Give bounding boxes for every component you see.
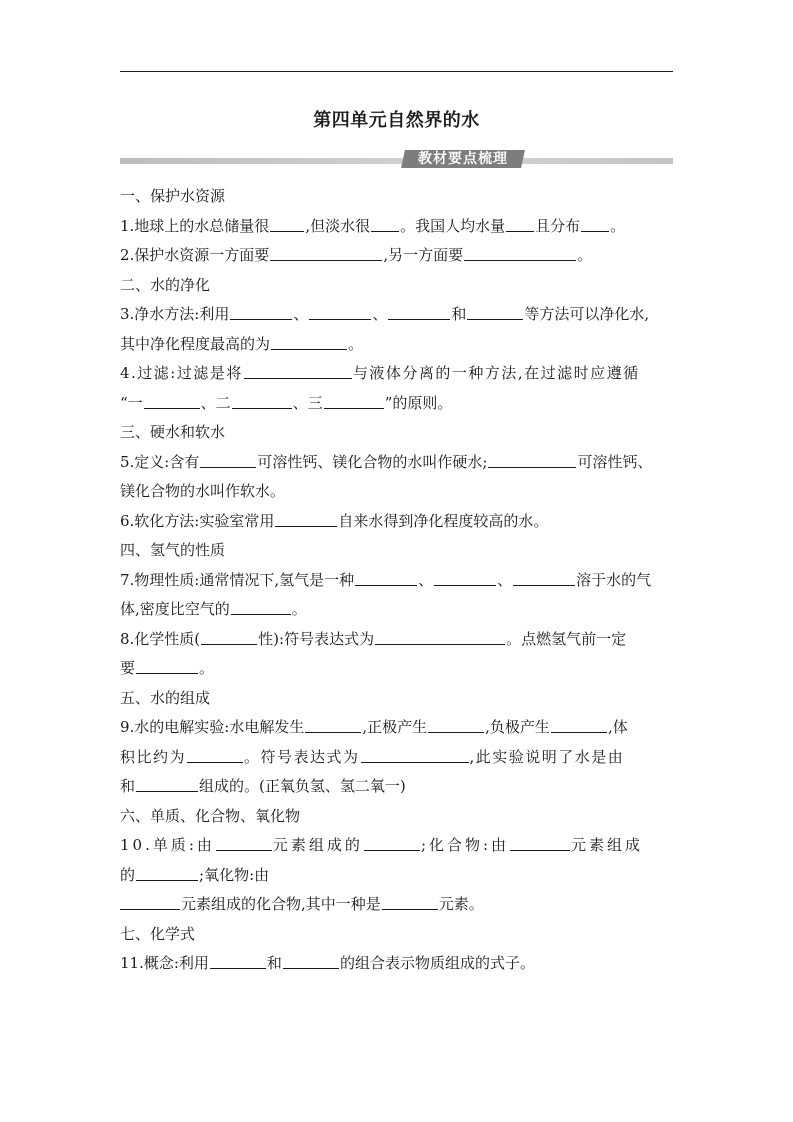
question-9-line-2 (120, 743, 673, 773)
q8-text-a: 8.化学性质( (120, 629, 201, 648)
q10-text-a: 10.单质:由 (120, 836, 215, 854)
q2-text-b: ,另一方面要 (383, 246, 464, 264)
question-4-line-2 (120, 389, 673, 419)
q7-blank-1[interactable] (355, 570, 417, 586)
q5-text-c: 可溶性钙、 (577, 452, 653, 471)
q11-text-b: 和 (266, 954, 282, 972)
q3-text-f: 其中净化程度最高的为 (120, 334, 271, 353)
q1-text-e: 。 (610, 216, 626, 235)
q9-text-e: 积比约为 (120, 747, 187, 766)
q4-text-b: 与液体分离的一种方法,在过滤时应遵循 (352, 364, 640, 382)
question-9-line-3 (120, 772, 673, 802)
q4-blank-3[interactable] (232, 393, 292, 409)
q9-blank-2[interactable] (428, 717, 484, 733)
q1-text-a: 1.地球上的水总储量很 (120, 216, 270, 235)
q9-text-g: ,此实验说明了水是由 (469, 747, 625, 766)
q10-text-d: 元素组成 (571, 836, 644, 854)
q4-text-d: 、二 (200, 393, 231, 412)
section-heading-7: 七、化学式 (120, 924, 196, 943)
section-heading-2: 二、水的净化 (120, 275, 211, 294)
section-heading-3: 三、硬水和软水 (120, 423, 226, 441)
question-8-line-1 (120, 625, 673, 655)
q10-blank-6[interactable] (382, 894, 438, 910)
q11-text-a: 11.概念:利用 (120, 954, 209, 972)
question-3-line-2 (120, 330, 673, 360)
question-7-line-1 (120, 566, 673, 596)
q10-text-b: 元素组成的 (272, 836, 363, 854)
q2-blank-2[interactable] (464, 245, 576, 261)
q7-blank-2[interactable] (434, 570, 496, 586)
q7-text-b: 、 (418, 570, 434, 589)
question-1 (120, 212, 673, 242)
q4-text-e: 、三 (292, 393, 323, 412)
q5-text-a: 5.定义:含有 (120, 452, 200, 471)
q3-blank-4[interactable] (467, 304, 523, 320)
q3-blank-2[interactable] (309, 304, 371, 320)
q8-blank-2[interactable] (375, 629, 505, 645)
question-5-line-1 (120, 448, 673, 478)
q2-text-a: 2.保护水资源一方面要 (120, 246, 270, 264)
q3-blank-3[interactable] (388, 304, 450, 320)
q3-text-b: 、 (293, 305, 309, 323)
q10-blank-3[interactable] (510, 835, 570, 851)
q4-text-a: 4.过滤:过滤是将 (120, 364, 243, 382)
q3-text-c: 、 (372, 305, 388, 323)
banner-tag (401, 150, 525, 168)
q5-blank-2[interactable] (488, 452, 576, 468)
q7-text-e: 体,密度比空气的 (120, 600, 230, 618)
q10-blank-5[interactable] (120, 894, 180, 910)
q9-blank-3[interactable] (551, 717, 607, 733)
question-7-line-2 (120, 595, 673, 625)
q8-text-c: 。点燃氢气前一定 (506, 629, 627, 648)
section-banner (120, 150, 673, 168)
q7-text-c: 、 (497, 570, 513, 589)
q10-blank-2[interactable] (364, 835, 420, 851)
question-3-line-1 (120, 300, 673, 330)
q1-blank-4[interactable] (581, 216, 609, 232)
q1-text-d: 且分布 (535, 216, 581, 235)
q11-blank-1[interactable] (210, 953, 266, 969)
question-10-line-2 (120, 861, 673, 891)
q4-text-c: “一 (120, 393, 143, 412)
q10-text-e: 的 (120, 865, 136, 884)
q3-text-e: 等方法可以净化水, (524, 305, 650, 323)
q7-blank-4[interactable] (231, 599, 291, 615)
q6-text-b: 自来水得到净化程度较高的水。 (338, 511, 549, 530)
section-heading-1: 一、保护水资源 (120, 187, 226, 205)
q9-blank-6[interactable] (136, 776, 198, 792)
q4-blank-1[interactable] (244, 363, 352, 379)
q3-blank-5[interactable] (271, 334, 347, 350)
question-8-line-2 (120, 654, 673, 684)
q10-text-h: 元素。 (438, 895, 484, 913)
q9-blank-4[interactable] (187, 747, 243, 763)
q1-text-c: 。我国人均水量 (400, 216, 506, 235)
q4-blank-4[interactable] (324, 393, 384, 409)
banner-label: 教材要点梳理 (418, 151, 508, 167)
q4-blank-2[interactable] (144, 393, 200, 409)
q9-text-a: 9.水的电解实验:水电解发生 (120, 718, 305, 736)
question-5-line-2: 镁化合物的水叫作软水。 (120, 482, 286, 500)
q10-text-g: 元素组成的化合物,其中一种是 (181, 895, 381, 913)
question-11 (120, 949, 673, 979)
q2-blank-1[interactable] (270, 245, 382, 261)
q9-text-i: 组成的。(正氧负氢、氢二氧一) (199, 777, 406, 795)
q10-blank-4[interactable] (136, 865, 198, 881)
q7-text-d: 溶于水的气 (576, 570, 652, 589)
q1-blank-2[interactable] (371, 216, 399, 232)
q11-blank-2[interactable] (283, 953, 339, 969)
q9-text-f: 。符号表达式为 (244, 747, 360, 766)
q3-text-d: 和 (451, 305, 467, 323)
q9-blank-5[interactable] (361, 747, 469, 763)
q8-blank-3[interactable] (136, 658, 198, 674)
q9-text-d: ,体 (607, 718, 628, 736)
q9-text-c: ,负极产生 (485, 718, 550, 736)
q10-text-c: ;化合物:由 (420, 836, 510, 854)
q9-blank-1[interactable] (305, 717, 361, 733)
q9-text-b: ,正极产生 (362, 718, 428, 736)
q10-text-f: ;氧化物:由 (199, 865, 270, 884)
q8-text-e: 。 (199, 659, 215, 677)
question-10-line-1 (120, 831, 673, 861)
q3-text-a: 3.净水方法:利用 (120, 305, 230, 323)
q2-text-c: 。 (577, 246, 593, 264)
q1-blank-3[interactable] (506, 216, 534, 232)
section-heading-5: 五、水的组成 (120, 688, 211, 707)
q5-text-b: 可溶性钙、镁化合物的水叫作硬水; (257, 452, 488, 471)
q1-blank-1[interactable] (270, 216, 304, 232)
question-2 (120, 241, 673, 271)
q1-text-b: ,但淡水很 (305, 216, 371, 235)
header-rule (120, 71, 673, 72)
q6-blank-1[interactable] (275, 511, 337, 527)
section-heading-4: 四、氢气的性质 (120, 541, 226, 559)
q7-text-f: 。 (291, 600, 307, 618)
q8-text-d: 要 (120, 659, 136, 677)
q7-text-a: 7.物理性质:通常情况下,氢气是一种 (120, 570, 355, 589)
q5-blank-1[interactable] (200, 452, 256, 468)
q11-text-c: 的组合表示物质组成的式子。 (339, 954, 535, 972)
q6-text-a: 6.软化方法:实验室常用 (120, 511, 275, 530)
q4-text-f: ”的原则。 (384, 393, 453, 412)
page-title: 第四单元自然界的水 (313, 110, 480, 131)
question-4-line-1 (120, 359, 673, 389)
q10-blank-1[interactable] (216, 835, 272, 851)
banner-bar (120, 158, 673, 164)
q7-blank-3[interactable] (513, 570, 575, 586)
worksheet-content (120, 182, 673, 979)
q3-text-g: 。 (348, 334, 364, 353)
q8-blank-1[interactable] (201, 629, 257, 645)
question-9-line-1 (120, 713, 673, 743)
section-heading-6: 六、单质、化合物、氧化物 (120, 806, 301, 825)
q3-blank-1[interactable] (230, 304, 292, 320)
question-10-line-3 (120, 890, 673, 920)
q8-text-b: 性):符号表达式为 (258, 629, 375, 648)
question-6 (120, 507, 673, 537)
q9-text-h: 和 (120, 777, 136, 795)
